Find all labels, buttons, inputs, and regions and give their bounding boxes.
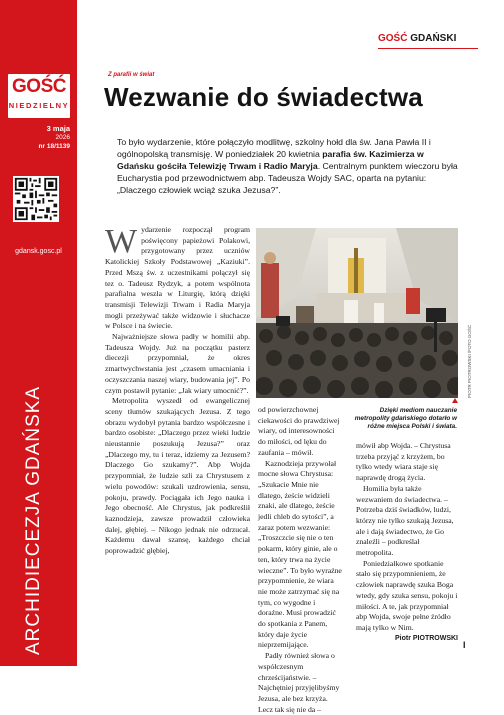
article-headline: Wezwanie do świadectwa <box>104 82 423 112</box>
paragraph: Kaznodzieja przywołał mocne słowa Chrystusa: „Szukacie Mnie nie dlatego, żeście widzieli znaki, ale dlatego, żeście jedli chleb do sytości”, a zaraz potem wezwanie: „Troszczcie się nie o ten pokarm, który ginie, ale o ten, który trwa na życie wieczne”. To było wyraźne przypomnienie, że wiara nie może zatrzymać się na tym, co wygodne i doraźne. Musi prowadzić do spotkania z Panem, który daje życie nieprzemijające. <box>258 458 342 650</box>
photo-credit: PIOTR PIOTROWSKI /FOTO GOŚĆ <box>467 324 472 398</box>
website-link[interactable]: gdansk.gosc.pl <box>15 248 62 255</box>
sidebar <box>0 0 77 666</box>
issue-date <box>0 124 70 151</box>
logo-wordmark: GOŚĆ <box>12 76 66 97</box>
paragraph: ydarzenie rozpoczął program poświęcony papieżowi Polakowi, przygotowany przez uczniów Katolickiej Szkoły Podstawowej „Kaziuki”. Przed Mszą św. z uczestnikami połączył się tez o. Tadeusz Rydzyk, a potem wspólnota parafialna weszła w Liturgię, którą dzięki transmisji Telewizji Trwam i Radia Maryja mogli przeżywać także widzowie i słuchacze w Polsce i na świecie. <box>105 225 250 331</box>
caption-triangle-icon <box>452 398 458 403</box>
article-column-1 <box>105 225 250 557</box>
issue-year: 2026 <box>55 134 70 141</box>
article-photo <box>256 228 458 398</box>
paragraph: od powierzchownej ciekawości do prawdziwej wiary, od interesowności do miłości, od lęku do zaufania – mówił. <box>258 405 340 457</box>
brand-gosc: GOŚĆ <box>378 33 408 44</box>
gosc-logo[interactable] <box>8 74 70 118</box>
lead-text-2: . Centralnym punktem wieczoru była Eucharystia pod przewodnictwem abp. Tadeusza Wojdy SAC, oparta na pytaniu: „Dlaczego człowiek wciąż szuka Jezusa?”. <box>117 161 458 195</box>
brand-gdanski: GDAŃSKI <box>407 33 457 44</box>
lead-bold: parafia św. Kazimierza w Gdańsku gościła Telewizję Trwam i Radio Maryja <box>117 149 424 171</box>
issue-number: nr 18/1139 <box>38 143 70 150</box>
article-author: Piotr PIOTROWSKI <box>395 634 458 642</box>
brand-divider <box>378 48 478 49</box>
page-number: I <box>463 640 466 650</box>
photo-caption: Dzięki mediom nauczanie metropolity gdańskiego dotarło w różne miejsca Polski i świata. <box>354 407 457 431</box>
paragraph: Najważniejsze słowa padły w homilii abp. Tadeusza Wojdy. Już na początku pasterz diecezji przypomniał, że okres zmartwychwstania jest „czasem umacniania i oczyszczania naszej wiary, budowania jej”. Po czym postawił pytanie: „Jak wiary umocnić?”. <box>105 332 250 395</box>
paragraph: Padły również słowa o współczesnym chrześcijaństwie. – Najchętniej przyjęlibyśmy Jezusa, ale bez krzyża. Lecz tak się nie da – <box>258 651 340 714</box>
qr-code-icon[interactable] <box>13 176 59 222</box>
lead-text-1: To było wydarzenie, które połączyło modlitwę, szkolny hołd dla św. Jana Pawła II i ogólnopolską transmisję. W poniedziałek 20 kwietnia <box>117 137 431 159</box>
drop-cap: W <box>105 223 138 260</box>
paragraph: Poniedziałkowe spotkanie stało się przypomnieniem, że człowiek naprawdę szuka Boga wtedy, gdy szuka sensu, pokoju i miłości. A te, jak przypomniał abp Wojda, swoje pełne źródło mają tylko w Nim. <box>356 558 458 632</box>
article-column-3 <box>356 441 458 644</box>
article-kicker: Z parafii w świat <box>108 72 155 78</box>
article-lead <box>117 136 462 196</box>
section-label: ARCHIDIECEZJA GDAŃSKA <box>23 385 44 655</box>
paragraph: Homilia była także wezwaniem do świadectwa. – Potrzeba dziś świadków, ludzi, którzy nie tylko szukają Jezusa, ale i dają świadectwo, że Go znaleźli – podkreślał metropolita. <box>356 483 454 558</box>
issue-day: 3 maja <box>46 124 70 133</box>
article-column-2 <box>258 405 343 715</box>
logo-subtitle: NIEDZIELNY <box>8 101 70 110</box>
paragraph: mówił abp Wojda. – Chrystusa trzeba przyjąć z krzyżem, bo tylko wtedy wiara staje się naprawdę drogą życia. <box>356 441 451 483</box>
paragraph: Metropolita wyszedł od ewangelicznej sceny tłumów szukających Jezusa. Z tego obrazu wydobył pytania bardzo współczesne i bardzo osobiste: „Dlaczego przez wieki ludzie nieustannie poszukują Jezusa?” oraz „Dlaczego my, tu i teraz, idziemy za Jezusem? Dlaczego Go szukamy?”. Abp Wojda przypomniał, że ludzie szli za Chrystusem z wielu powodów: szukali uzdrowienia, sensu, pokoju, prawdy. Pociągała ich Jego nauka i Jego obecność. Ale Chrystus, jak podkreślił kaznodzieja, zawsze prowadził człowieka dalej, głębiej. – Nikogo jednak nie odrzucał. Każdemu dawał szansę, każdego chciał poprowadzić głębiej, <box>105 396 250 556</box>
publication-brand <box>378 33 456 44</box>
